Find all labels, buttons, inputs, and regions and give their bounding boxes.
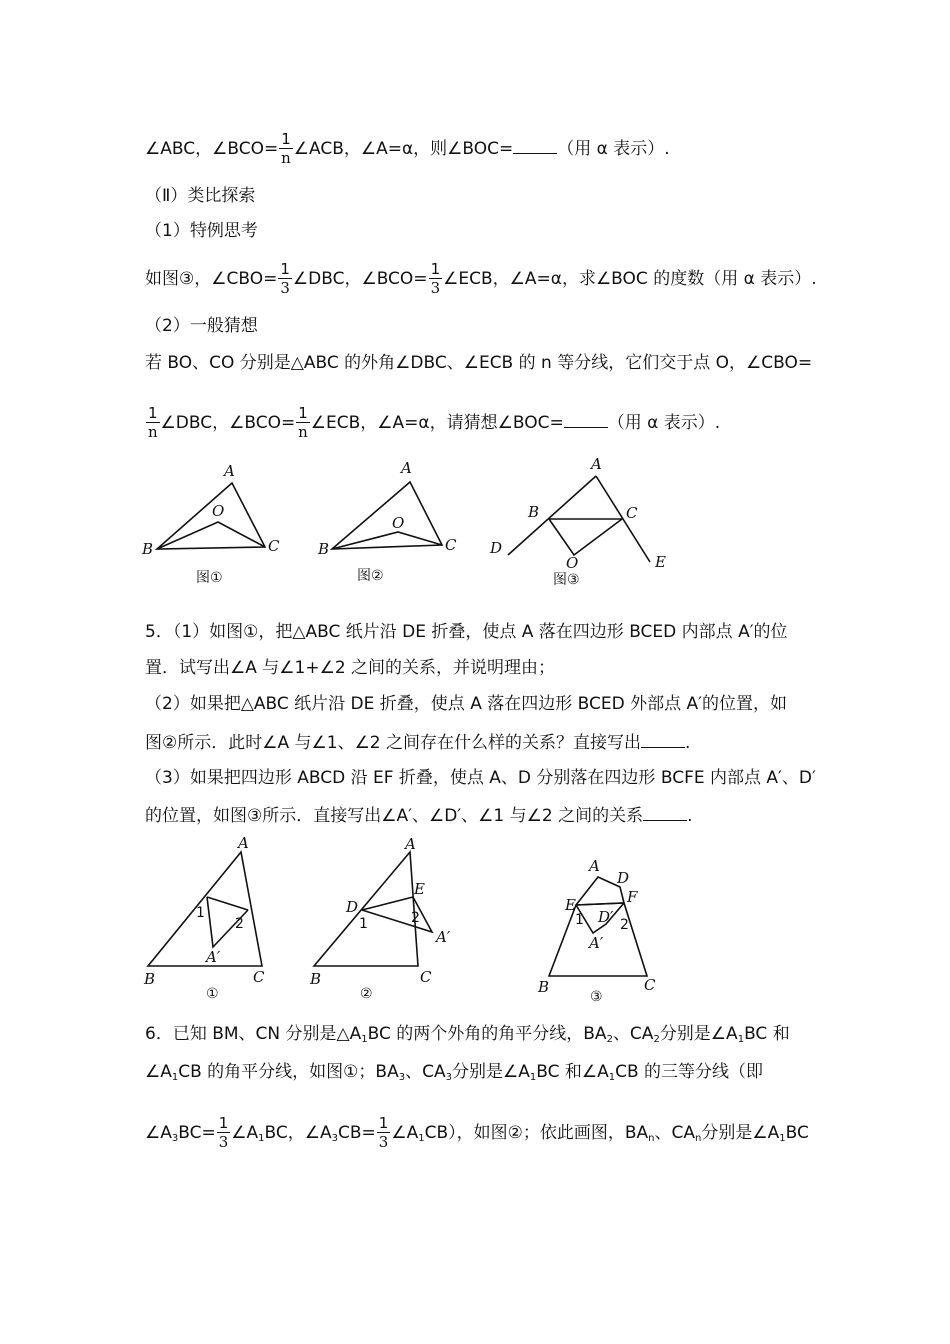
q5-line-6: 的位置，如图③所示．直接写出∠A′、∠D′、∠1 与∠2 之间的关系 . <box>145 806 693 826</box>
label-C: C <box>268 537 280 555</box>
label-A: A <box>589 857 600 875</box>
general-guess-line-1: 若 BO、CO 分别是△ABC 的外角∠DBC、∠ECB 的 n 等分线，它们交于点 O，∠CBO= <box>145 353 813 373</box>
caption-fig-3: 图③ <box>553 572 580 588</box>
label-A: A <box>401 459 412 477</box>
figure-2 <box>317 459 457 584</box>
label-2: 2 <box>411 910 420 926</box>
subsection-2-title: （2）一般猜想 <box>145 316 258 336</box>
label-2: 2 <box>235 916 244 932</box>
label-A: A <box>591 455 602 473</box>
label-A: A <box>405 835 416 853</box>
label-B: B <box>538 978 550 996</box>
label-2: 2 <box>620 917 629 933</box>
fraction-1-over-n: $\frac{1}{n}$ <box>281 130 291 167</box>
subsection-1-title: （1）特例思考 <box>145 221 258 241</box>
label-O: O <box>392 514 405 532</box>
label-B: B <box>144 970 156 988</box>
figure-1 <box>141 462 280 586</box>
q5-line-2: 置．试写出∠A 与∠1+∠2 之间的关系，并说明理由； <box>145 658 556 678</box>
label-B: B <box>142 540 154 558</box>
label-A-prime: A′ <box>436 928 451 946</box>
label-B: B <box>528 503 540 521</box>
label-1: 1 <box>359 916 368 932</box>
figure-3 <box>489 455 666 588</box>
label-1: 1 <box>196 905 205 921</box>
label-A-prime: A′ <box>206 948 221 966</box>
answer-blank[interactable] <box>641 733 685 748</box>
section-2-title: （Ⅱ）类比探索 <box>145 186 256 206</box>
fold-figure-3 <box>537 857 656 1005</box>
q5-line-4: 图②所示．此时∠A 与∠1、∠2 之间存在什么样的关系？直接写出 . <box>145 733 691 753</box>
label-1: 1 <box>575 912 584 928</box>
caption-fold-1: ① <box>206 986 219 1002</box>
caption-fold-3: ③ <box>590 989 603 1005</box>
fraction-1-over-3: $\frac{1}{3}$ <box>280 260 290 297</box>
special-case-line: 如图③，∠CBO= $\frac{1}{3}$ ∠DBC，∠BCO= $\frac{1}{3}$ ∠ECB，∠A=α，求∠BOC 的度数（用 α 表示）. <box>145 260 817 297</box>
caption-fig-1: 图① <box>196 570 223 586</box>
q5-line-3: （2）如果把△ABC 纸片沿 DE 折叠，使点 A 落在四边形 BCED 外部点 A′的位置，如 <box>145 694 787 714</box>
fold-figure-2 <box>309 835 451 1002</box>
q5-line-1: 5．（1）如图①，把△ABC 纸片沿 DE 折叠，使点 A 落在四边形 BCED 内部点 A′的位 <box>145 622 788 642</box>
label-D: D <box>617 869 630 887</box>
answer-blank[interactable] <box>564 413 608 428</box>
label-E: E <box>414 880 425 898</box>
fraction-1-over-3: $\frac{1}{3}$ <box>430 260 441 297</box>
label-A: A <box>238 834 249 852</box>
label-C: C <box>420 968 432 986</box>
fraction-1-over-n: $\frac{1}{n}$ <box>147 404 158 441</box>
label-B: B <box>318 540 330 558</box>
answer-blank[interactable] <box>513 139 557 154</box>
fraction-1-over-3: $\frac{1}{3}$ <box>378 1114 389 1151</box>
label-C: C <box>626 504 638 522</box>
answer-blank[interactable] <box>643 806 687 821</box>
label-A-prime: A′ <box>589 934 604 952</box>
label-D: D <box>490 539 503 557</box>
q6-line-2: $\angle A_1CB$ 的角平分线，如图①；$BA_3$、$CA_3$分别是$\angle A_1BC$ 和$\angle A_1CB$ 的三等分线（即 <box>145 1062 764 1083</box>
label-D: D <box>346 898 359 916</box>
caption-fold-2: ② <box>360 986 373 1002</box>
q5-line-5: （3）如果把四边形 ABCD 沿 EF 折叠，使点 A、D 分别落在四边形 BCFE 内部点 A′、D′ <box>145 768 816 788</box>
p4-line-1: ∠ABC，∠BCO= $\frac{1}{n}$ ∠ACB，∠A=α，则∠BOC= （用 α 表示）. <box>145 130 670 167</box>
label-E: E <box>565 896 576 914</box>
fraction-1-over-3: $\frac{1}{3}$ <box>218 1114 229 1151</box>
fraction-1-over-n: $\frac{1}{n}$ <box>298 404 308 441</box>
label-O: O <box>566 554 579 572</box>
fold-figure-1 <box>143 834 265 1002</box>
q6-line-3: $\angle A_3BC=$ $\frac{1}{3}$ $\angle A_1BC$，$\angle A_3CB=$ $\frac{1}{3}$ $\angle A_1CB$），如图②；依此画图，$BA_n$、$CA_n$分别是$\angle A_1BC$ <box>145 1114 809 1151</box>
label-C: C <box>445 536 457 554</box>
caption-fig-2: 图② <box>357 568 384 584</box>
label-D-prime: D′ <box>598 908 614 926</box>
q6-line-1: 6．已知 BM、CN 分别是$\triangle A_1BC$ 的两个外角的角平分线，$BA_2$、$CA_2$分别是$\angle A_1BC$ 和 <box>145 1024 790 1045</box>
label-E: E <box>655 553 666 571</box>
label-C: C <box>253 968 265 986</box>
label-C: C <box>644 976 656 994</box>
label-A: A <box>224 462 235 480</box>
general-guess-line-2: $\frac{1}{n}$ ∠DBC，∠BCO= $\frac{1}{n}$ ∠ECB，∠A=α，请猜想∠BOC= （用 α 表示）. <box>147 404 721 441</box>
label-B: B <box>310 970 322 988</box>
label-O: O <box>212 502 225 520</box>
label-F: F <box>627 888 638 906</box>
